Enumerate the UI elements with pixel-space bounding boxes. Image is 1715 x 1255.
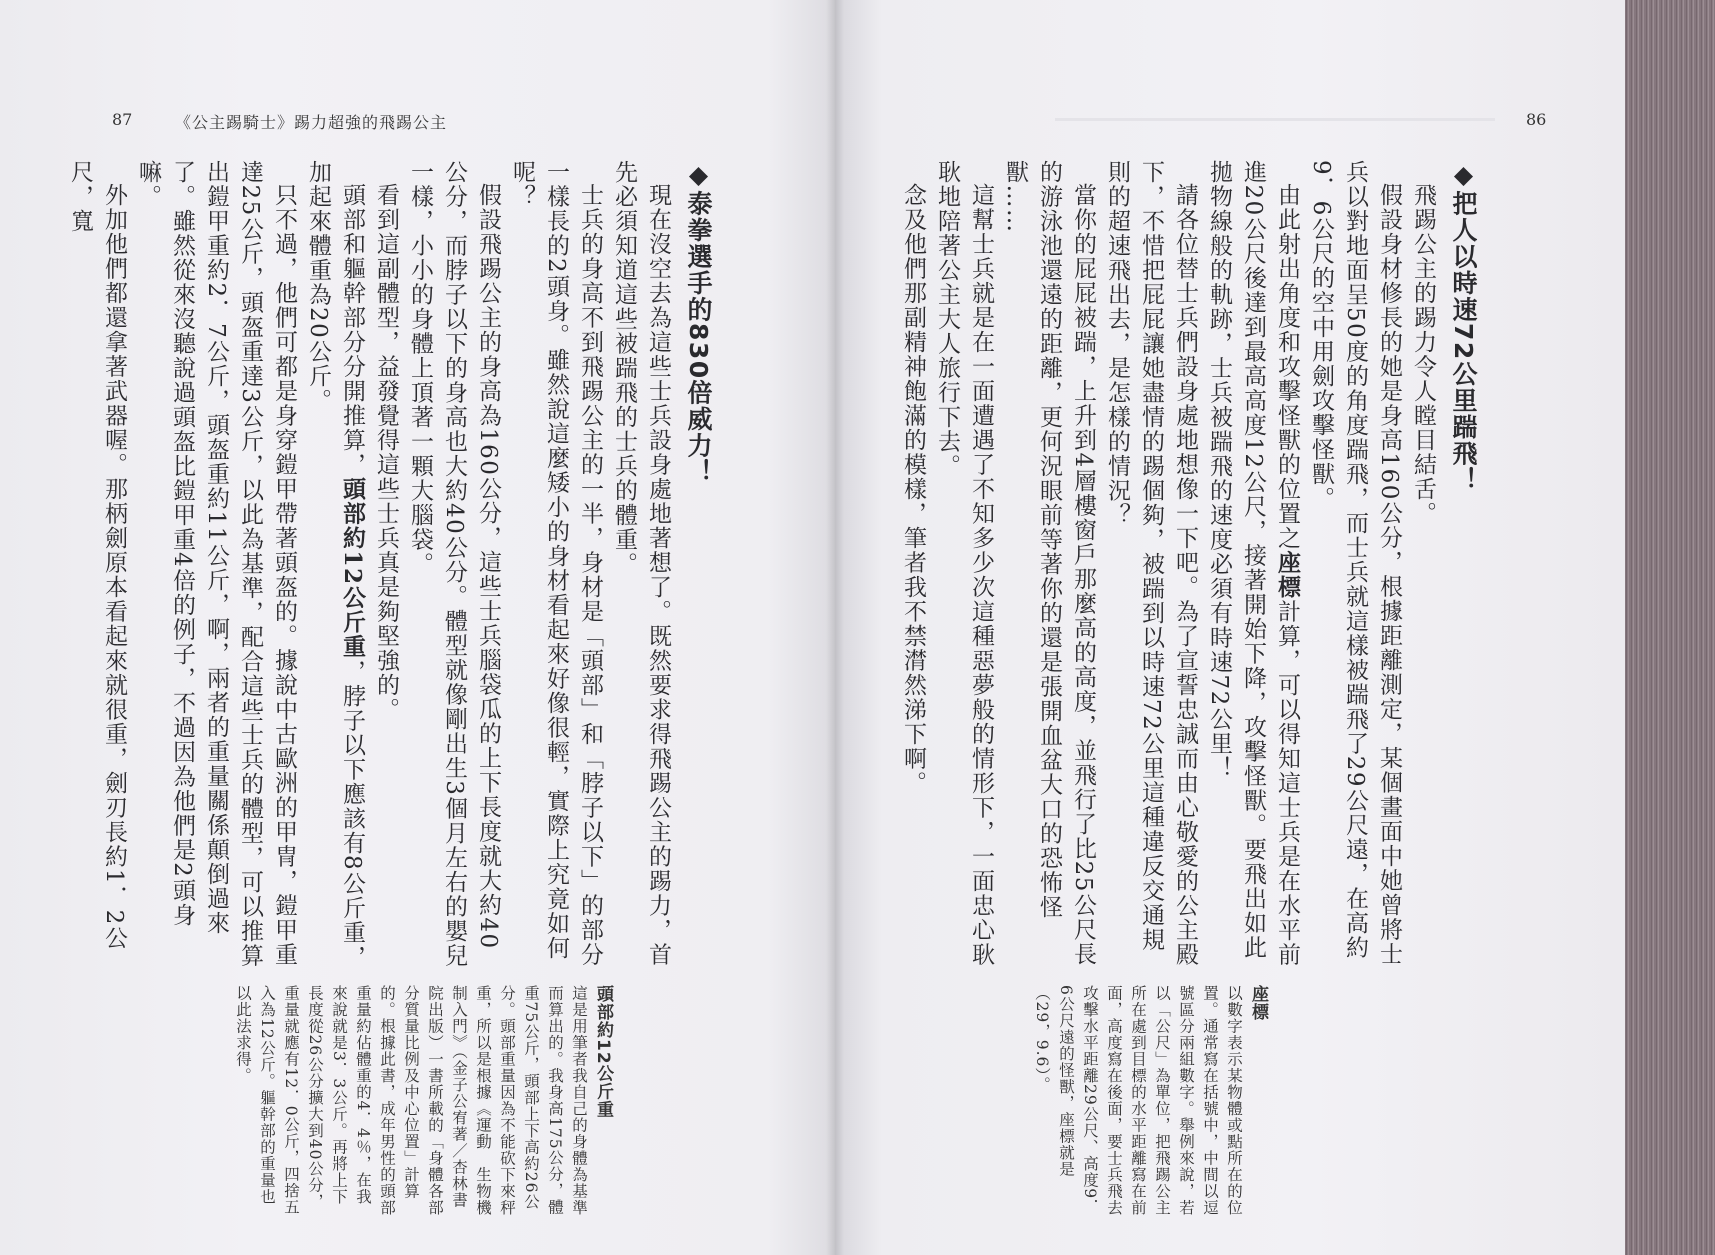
left-footnote: [145, 985, 615, 1220]
right-footnote-title: 座標: [1248, 985, 1268, 1021]
left-section-heading: ◆泰拳選手的830倍威力！: [684, 160, 713, 486]
left-main-text: [67, 160, 715, 970]
keyword-head-weight: 頭部約12公斤重: [339, 477, 366, 660]
right-para-2: 假設身材修長的她是身高160公分，根據距離測定，某個畫面中她曾將士兵以對地面呈50度的角度踹飛，而士兵就這樣被踹飛了29公尺遠，在高約9．6公尺的空中用劍攻擊怪獸。: [1308, 160, 1402, 967]
book-gutter: [826, 0, 844, 1255]
right-main-text: [900, 160, 1480, 970]
left-para-6: 外加他們都還拿著武器喔。那柄劍原本看起來就很重，劍刃長約1．2公尺，寬: [67, 160, 127, 951]
right-para-3: [1202, 160, 1304, 970]
left-footnote-body: 這是用筆者我自己的身體為基準而算出的。我身高175公分，體重75公斤，頭部上下高約26公分。頭部重量因為不能砍下來秤重，所以是根據《運動 生物機制入門》（金子公宥著／杏林書院出版）一書所載的「身體各部分質量比例及中心位置」計算的。根據此書，成年男性的頭部重量約佔體重的4．4％，在我來說就是3．3公斤。再將上下長度從26公分擴大到40公分，重量就應有12．0公斤，四捨五入為12公斤。軀幹部的重量也以此法求得。: [234, 985, 588, 1216]
left-para-5: 只不過，他們可都是身穿鎧甲帶著頭盔的。據說中古歐洲的甲冑，鎧甲重達25公斤，頭盔重達3公斤，以此為基準，配合這些士兵的體型，可以推算出鎧甲重約2．7公斤，頭盔重約11公斤，啊，兩者的重量關係顛倒過來了。雖然從來沒聽說過頭盔比鎧甲重4倍的例子，不過因為他們是2頭身嘛。: [135, 160, 297, 968]
left-para-4b-c: ，脖子以下應該有8公斤重，加起來體重為20公斤。: [305, 160, 365, 970]
right-footnote: [1000, 985, 1270, 1220]
left-para-2: 士兵的身高不到飛踢公主的一半，身材是「頭部」和「脖子以下」的部分一樣長的2頭身。雖然說這麼矮小的身材看起來好像很輕，實際上究竟如何呢？: [509, 160, 603, 967]
running-head: 《公主踢騎士》踢力超強的飛踢公主: [175, 113, 448, 132]
right-para-3-a: 由此射出角度和攻擊怪獸的位置之: [1274, 183, 1300, 551]
right-para-7: 念及他們那副精神飽滿的模樣，筆者我不禁潸然涕下啊。: [900, 183, 926, 796]
right-footnote-body: 以數字表示某物體或點所在的位置。通常寫在括號中，中間以逗號區分兩組數字。舉例來說，若以「公尺」為單位，把飛踢公主所在處到目標的水平距離寫在前面，高度寫在後面，要士兵飛去攻擊水平距離29公尺、高度9．6公尺遠的怪獸，座標就是（29，9.6）。: [1033, 985, 1243, 1216]
right-para-3-b: 計算，可以得知這士兵是在水平前進20公尺後達到最高高度12公尺，接著開始下降，攻擊怪獸。要飛出如此拋物線般的軌跡，士兵被踹飛的速度必須有時速72公里！: [1206, 160, 1300, 967]
right-para-4: 請各位替士兵們設身處地想像一下吧。為了宣誓忠誠而由心敬愛的公主殿下，不惜把屁屁讓她盡情的踢個夠，被踹到以時速72公里這種違反交通規則的超速飛出去，是怎樣的情況？: [1104, 160, 1198, 967]
left-para-4b: [301, 160, 369, 970]
keyword-coordinates: 座標: [1274, 550, 1301, 600]
right-para-5: 當你的屁屁被踹，上升到4層樓窗戶那麼高的高度，並飛行了比25公尺長的游泳池還遠的距離，更何況眼前等著你的還是張開血盆大口的恐怖怪獸……: [1002, 160, 1096, 967]
right-para-6: 這幫士兵就是在一面遭遇了不知多少次這種惡夢般的情形下，一面忠心耿耿地陪著公主大人旅行下去。: [934, 160, 994, 967]
left-para-4a: 看到這副體型，益發覺得這些士兵真是夠堅強的。: [373, 183, 399, 722]
left-para-4b-a: 頭部和軀幹部分分開推算，: [339, 183, 365, 477]
right-page-number: 86: [1526, 110, 1547, 129]
right-para-1: 飛踢公主的踢力令人瞠目結舌。: [1410, 183, 1436, 526]
left-para-1: 現在沒空去為這些士兵設身處地著想了。既然要求得飛踢公主的踢力，首先必須知道這些被踹飛的士兵的體重。: [611, 160, 671, 967]
book-page-edges: [1625, 0, 1715, 1255]
header-rule: [1055, 118, 1495, 121]
right-section-heading: ◆把人以時速72公里踹飛！: [1449, 160, 1478, 494]
left-para-3: 假設飛踢公主的身高為160公分，這些士兵腦袋瓜的上下長度就大約40公分，而脖子以下的身高也大約40公分。體型就像剛出生3個月左右的嬰兒一樣，小小的身體上頂著一顆大腦袋。: [407, 160, 501, 968]
left-footnote-title: 頭部約12公斤重: [593, 985, 613, 1119]
left-page-number: 87: [112, 110, 133, 129]
